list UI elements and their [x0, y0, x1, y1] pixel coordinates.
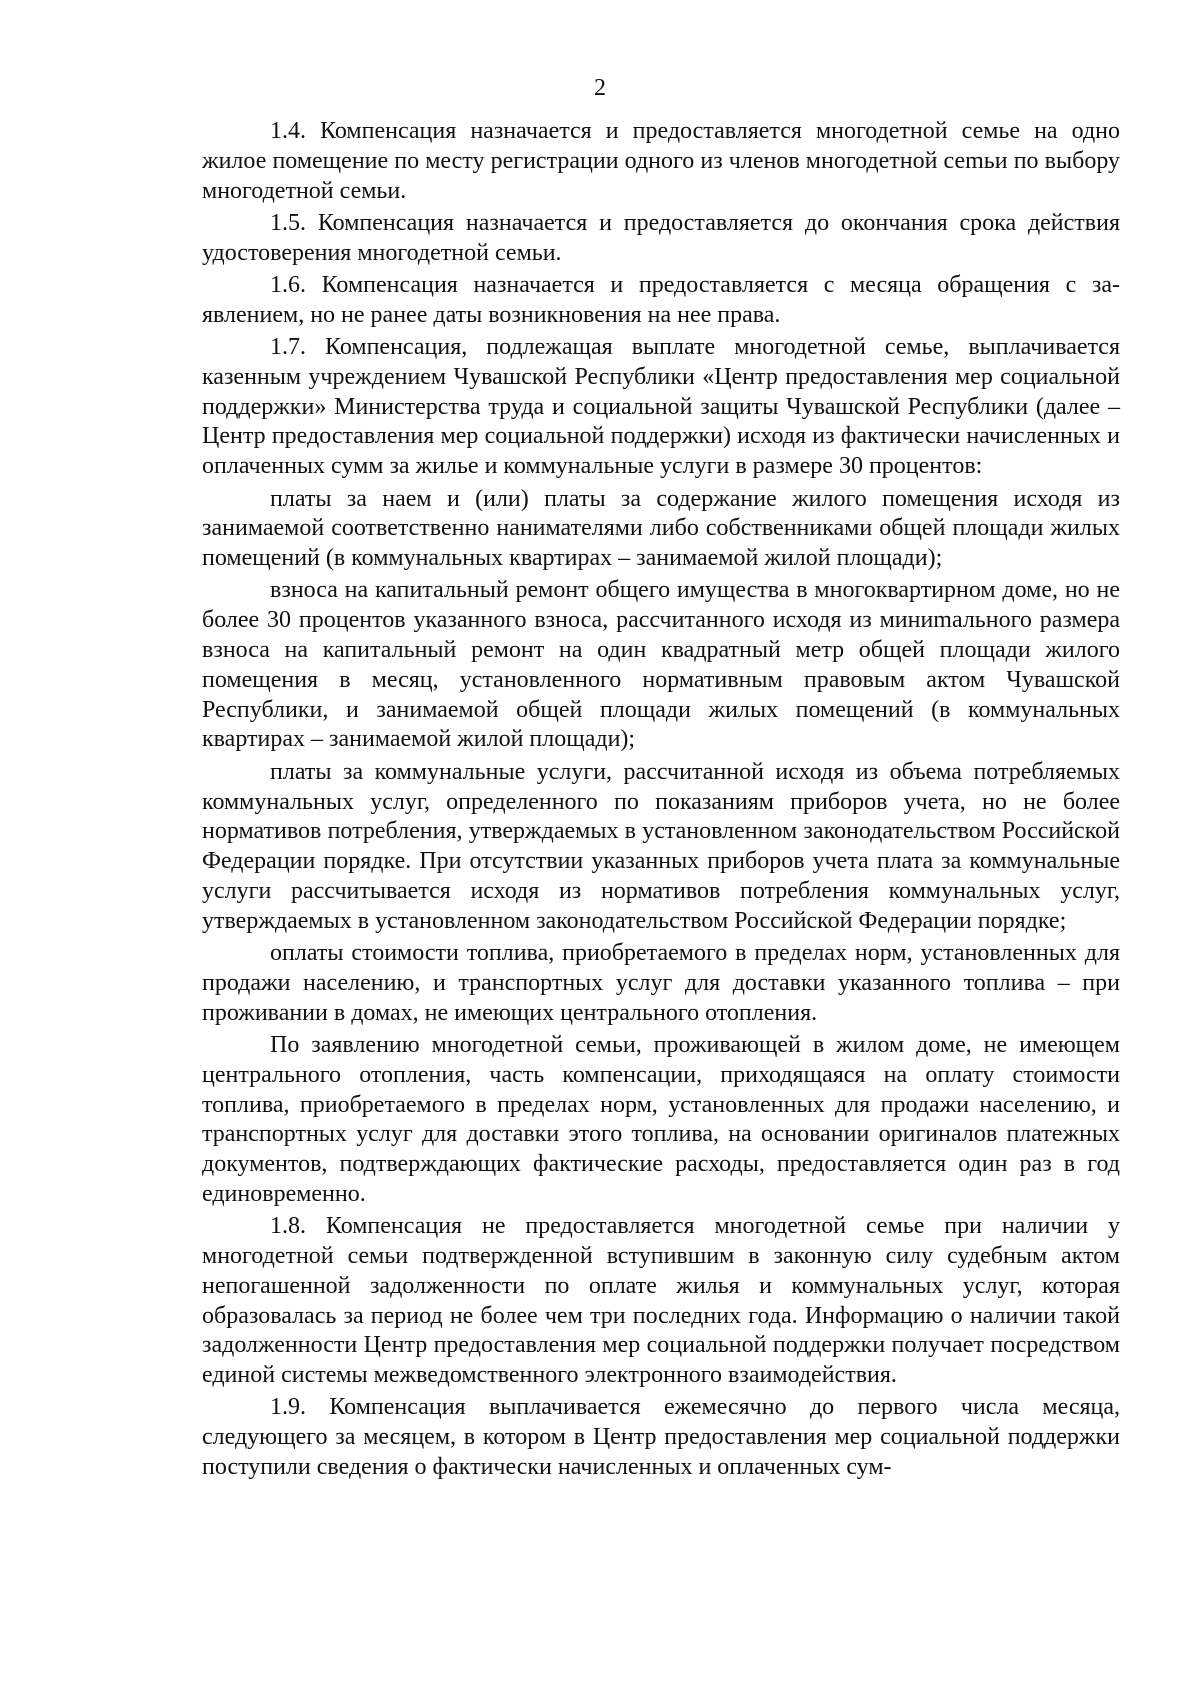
paragraph-capital-repair: взноса на капитальный ремонт общего имущества в многоквартирном доме, но не более 30 процентов указанного взноса, рассчитанного исходя из миниmального размера взноса на капитальный ремонт на один квадратный метр общей площади жилого помещения в месяц, установленного нормативным правовым актом Чувашской Республики, и занимаемой общей площади жилых помещений (в коммунальных квартирах – занимаемой жилой площади); [202, 577, 1120, 753]
paragraph-rent-payment: платы за наем и (или) платы за содержание жилого помещения исходя из занимаемой соответственно нанимателями либо собственниками общей площади жилых помещений (в коммунальных квартирах – занимаемой жилой площади); [202, 485, 1120, 572]
page-number: 2 [594, 75, 606, 101]
paragraph-utilities: платы за коммунальные услуги, рассчитанной исходя из объема потребляемых коммунальных услуг, определенного по показаниям приборов учета, но не более нормативов потребления, утверждаемых в установленном законодательством Российской Федерации порядке. При отсутствии указанных приборов учета плата за коммунальные услуги рассчитывается исходя из нормативов потребления коммунальных услуг, утверждаемых в установленном законодательством Российской Федерации порядке; [202, 758, 1120, 934]
paragraph-1-5: 1.5. Компенсация назначается и предоставляется до окончания срока действия удостоверения многодетной семьи. [202, 209, 1120, 266]
document-body [202, 117, 1120, 1485]
paragraph-1-7: 1.7. Компенсация, подлежащая выплате многодетной семье, выплачивается казенным учреждением Чувашской Республики «Центр предоставления мер социальной поддержки» Министерства труда и социальной защиты Чувашской Республики (далее – Центр предоставления мер социальной поддержки) исходя из фактически начисленных и оплаченных сумм за жилье и коммунальные услуги в размере 30 процентов: [202, 334, 1120, 480]
paragraph-fuel: оплаты стоимости топлива, приобретаемого в пределах норм, установленных для продажи населению, и транспортных услуг для доставки указанного топлива – при проживании в домах, не имеющих центрального отопления. [202, 940, 1120, 1026]
paragraph-1-6: 1.6. Компенсация назначается и предоставляется с месяца обращения с заявлением, но не ранее даты возникновения на нее права. [202, 271, 1120, 328]
paragraph-1-9: 1.9. Компенсация выплачивается ежемесячно до первого числа месяца, следующего за месяцем, в котором в Центр предоставления мер социальной поддержки поступили сведения о фактически начисленных и оплаченных сум- [202, 1394, 1120, 1481]
paragraph-fuel-application: По заявлению многодетной семьи, проживающей в жилом доме, не имеющем центрального отопления, часть компенсации, приходящаяся на оплату стоимости топлива, приобретаемого в пределах норм, установленных для продажи населению, и транспортных услуг для доставки этого топлива, на основании оригиналов платежных документов, подтверждающих фактические расходы, предоставляется один раз в год единовременно. [202, 1031, 1120, 1207]
paragraph-1-4: 1.4. Компенсация назначается и предоставляется многодетной семье на одно жилое помещение по месту регистрации одного из членов многодетной сеmьи по выбору многодетной семьи. [202, 118, 1120, 204]
paragraph-1-8: 1.8. Компенсация не предоставляется многодетной семье при наличии у многодетной семьи подтвержденной вступившим в законную силу судебным актом непогашенной задолженности по оплате жилья и коммунальных услуг, которая образовалась за период не более чем три последних года. Информацию о наличии такой задолженности Центр предоставления мер социальной поддержки получает посредством единой системы межведомственного электронного взаимодействия. [202, 1213, 1120, 1389]
